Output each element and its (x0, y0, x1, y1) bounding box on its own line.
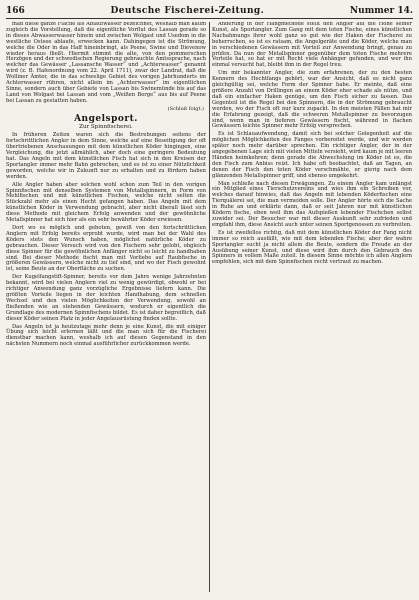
section-subtitle: Zur Spinnfischerei. (79, 123, 133, 130)
journal-title: Deutsche Fischerei-Zeitung. (110, 6, 265, 16)
article-paragraph: Alle Angler haben aber solchen wohl schon zum Teil in den vorigen Spinnfischen mit denselben Systemen von Metallspinnern, in Form von Mehlfischen und mit künstlichen Fischen, welche nicht selten die Stückzahl mehr als einen Hecht gefangen haben. Das Angeln mit dem künstlichen Köder in Verwendung gebracht, aber nicht überall lässt sich diese Methode mit gleichem Erfolg anwenden und der gewöhnliche Metallspinner hat sich hier als ein sehr bewährter Köder erwiesen. (6, 181, 206, 224)
column-divider (209, 22, 210, 592)
section-title: Angelsport. (74, 113, 138, 124)
article-paragraph: Um mir bekannter Angler, die zum erfahrenen, der zu den besten Kennern des Hechtfangs gehört, war der Ansicht, daß es nicht ganz gleichgültig sei, welche Form der Spinner habe. Er meinte, daß eine größere Anzahl von Drillingen an einem Köder eher schade als nütze, und daß ein einfacher Haken genüge, um den Fisch sicher zu fassen. Das Gegenteil ist die Regel bei den Spinnern, die in der Strömung gebraucht werden, wo der Fisch oft nur kurz zupackt. In den meisten Fällen hat mir die Erfahrung gezeigt, daß die schweren Metallspinner zu bevorzugen sind, wenn man in tieferen Gewässern fischt, während in flachen Gewässern leichte Spinner mehr Erfolg versprechen. (212, 70, 412, 130)
issue-number: Nummer 14. (349, 6, 413, 16)
left-column (6, 22, 206, 592)
article-paragraph: Es ist Schlauaufwendung, damit sich bei solcher Gelegenheit auf die möglichen Möglichkeiten des Fanges vorbereitet werde, und wir werden später noch mehr darüber sprechen. Ein richtiger Angler, der in der angegebenen Lage sich mit vielen Mitteln versieht, wird kaum je mit leeren Händen heimkehren; denn gerade die Abwechslung im Köder ist es, die den Fisch zum Anbiss reizt. Ich habe oft beobachtet, daß an Tagen, an denen der Fisch den toten Köder verschmähte, er gierig nach dem glänzenden Metallspinner griff, und ebenso umgekehrt. (212, 131, 412, 179)
article-paragraph: Dort wo es möglich und geboten, gewiß von den fortschrittlichen Anglern mit Erfolg bereits erprobt wurde, wird man bei der Wahl des Köders stets den Wunsch haben, möglichst natürliche Köder zu gebrauchen. Dieser Versuch wird von den Fischern sehr gelobt, obgleich diese Spinner für die gewöhnlichen Anfänger nicht so leicht zu handhaben sind. Bei dieser Methode fischt man mit Vorliebe auf Raubfische in größeren Gewässern, welche nicht zu tief sind, und wo der Fisch gewohnt ist, seine Beute an der Oberfläche zu suchen. (6, 225, 206, 273)
article-paragraph: Der Kugelfangstift-Spinner, bereits vor dem Jahre wenige Jahrzehnten bekannt, wird bei vielen Anglern viel zu wenig gewürdigt, obwohl er bei richtiger Anwendung ganz vorzügliche Ergebnisse liefern kann. Die größten Vorteile liegen in der leichten Handhabung, dem schnellen Wechsel und den vielen Möglichkeiten der Verwendung, sowohl an fließenden wie an stehenden Gewässern, wodurch er eigentlich die Grundlage des modernen Spinnfischens bildet. Es ist daher begreiflich, daß dieser Köder seinen Platz in jeder Angelausrüstung finden sollte. (6, 274, 206, 322)
article-paragraph: Das Angeln ist ja heutzutage mehr denn je eine Kunst, die mit einiger Übung sich leicht erlernen läßt und die man sich für die Fischerei dienstbar machen kann, weshalb ich auf diesen Gegenstand in den nächsten Nummern noch einmal ausführlicher zurückkommen werde. (6, 323, 206, 348)
article-paragraph: In früheren Zeiten waren sich die Bestrebungen seitens der fortschrittlichen Angler in dem Sinne, welche auf eine Beseitigung der oft übertriebenen Anschauungen mit dem künstlichen Köder hingingen, eine Vergleichung, die jetzt allmählich, aber doch eine geringere Bedeutung hat. Das Angeln mit dem künstlichen Fisch hat sich in den Kreisen der Sportangler immer mehr Bahn gebrochen, und es ist zu einer Nützlichkeit geworden, welche wir in Zukunft nur zu erhalten und zu fördern haben werden. (6, 132, 206, 180)
article-paragraph: Man schließe nach diesen Erwägungen. Zu einem Angler kam unlängst ein Mitglied eines Tierschutzvereins und wies ihm ein Schreiben vor, welches darauf hinwies, daß das Angeln mit lebenden Köderfischen eine Tierquälerei sei, die man vermeiden solle. Der Angler hörte sich die Sache in Ruhe an und erklärte dann, daß er seit Jahren nur mit künstlichen Ködern fische, eben weil ihm das Aufspießen lebender Fischchen selbst zuwider sei. Der Besucher war mit dieser Auskunft sehr zufrieden und empfahl ihm, diese Ansicht auch unter seinen Sportgenossen zu verbreiten. (212, 180, 412, 228)
page-number: 166 (6, 6, 25, 16)
article-paragraph: Es ist zweifellos richtig, daß mit dem künstlichen Köder der Fang nicht immer so reich ausfällt, wie mit dem lebenden Fische; aber der wahre Sportangler sucht ja nicht allein die Beute, sondern die Freude an der Ausübung seiner Kunst, und diese wird ihm durch den Gebrauch des Spinners in vollem Maße zuteil. In diesem Sinne möchte ich allen Anglern empfehlen, sich mit dem Spinnfischen recht vertraut zu machen. (212, 229, 412, 266)
page-header (6, 4, 413, 19)
article-paragraph: Änderung in der Hangmethode stellt den Angler auf die Höhe seiner Kunst, als Sportangler. Zum Gang mit dem toten Fische, eines künstlichen Nachahmungs ihrer wohl ganz so gut wie der Haken der Fischerei zu beherrschen, so ist es ratsam, die Angelgeräte und die Köder, welche man in verschiedenen Gewässern mit Vorteil zur Anwendung bringt, genau zu prüfen. Da nun der Metallspinner gegenüber dem toten Fische mehrere Vorteile hat, so hat er mit Recht viele Anhänger gefunden, und wer ihn einmal versucht hat, bleibt ihm in der Regel treu. (212, 22, 412, 69)
right-column (212, 22, 412, 592)
intro-paragraph: man diese ganze Fläche als Ablaufwasser bezeichnet, weshalb man kaum zugleich die Vorstellung, daß die eigentliche Vorflut des Lassan gerade so in dieses Abwasserwasser hinein und zwischen Wolgast und Usedom in die westliche Ostsee ablaufe, erwecken kann. Dahingegen ist die Strömung, welche die Oder in das Haff hineinbringt, als Peene, Swine und Dievenow wieder heraus fließt. Hiermit stimmt die alte, von den pommerschen Herzögen und der schwedischen Regierung gebrauchte Amtssprache, nach welcher das Gewässer „Lassansche Wasser“ und „Achterwasser“ genannt wird (z. B. Hafenordnung vom 22. April 1711), zwar der Landrat, daß die Wolliner Ämter, die in das schwelige Gebiet des vorigen Jahrhunderts im Achterwasser rühren, nicht allein im „Achterwasser“ im eigentlichen Sinne, sondern auch über Gebiete von Lassan bis Swinemünde bis auf das Land von Wolgast bei Lassan und vom „Weißen Berge“ aus bis auf Peene bei Lassan zu gestatten haben. (6, 22, 206, 104)
continued-note: (Schluß folgt.) (167, 105, 204, 112)
